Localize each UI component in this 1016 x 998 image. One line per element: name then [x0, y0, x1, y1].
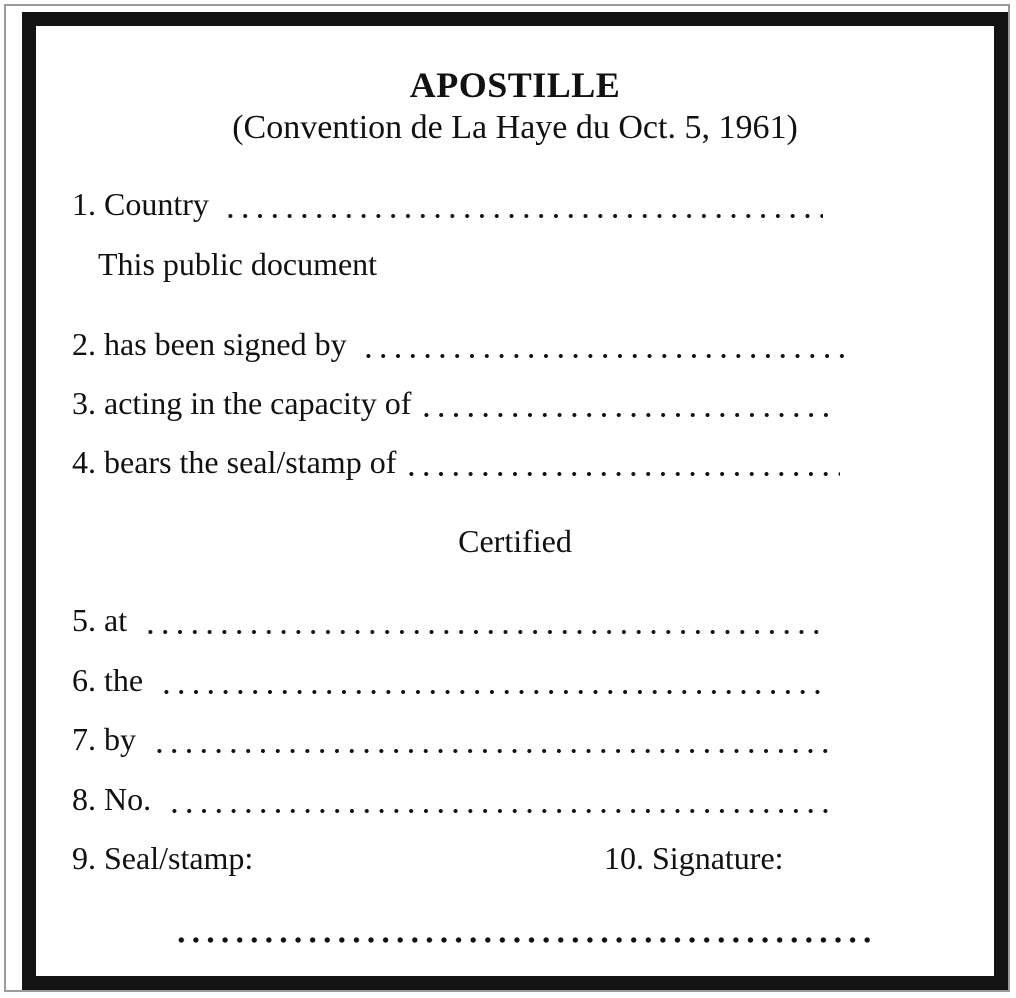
form-title: APOSTILLE — [409, 65, 621, 105]
at-dotted-field — [143, 629, 825, 635]
number-line — [72, 781, 833, 821]
seal-stamp-label: 9. Seal/stamp: — [72, 840, 254, 876]
country-label: 1. Country — [72, 186, 209, 222]
by-line — [72, 721, 834, 761]
number-label: 8. No. — [72, 781, 152, 817]
seal-of-line — [72, 444, 840, 484]
seal-of-dotted-field — [404, 471, 840, 477]
country-line — [72, 186, 823, 226]
signature-dotted-field — [174, 936, 874, 944]
apostille-form — [22, 12, 1008, 990]
at-line — [72, 602, 825, 642]
capacity-dotted-field — [419, 412, 835, 418]
signed-by-line — [72, 326, 849, 366]
by-label: 7. by — [72, 721, 136, 757]
the-line — [72, 662, 825, 702]
number-dotted-field — [167, 808, 833, 814]
seal-of-label: 4. bears the seal/stamp of — [72, 444, 397, 480]
form-subtitle: (Convention de La Haye du Oct. 5, 1961) — [232, 109, 798, 146]
public-document-text: This public document — [98, 246, 378, 282]
the-label: 6. the — [72, 662, 144, 698]
certified-heading: Certified — [458, 523, 572, 559]
signed-by-dotted-field — [361, 353, 849, 359]
at-label: 5. at — [72, 602, 128, 638]
country-dotted-field — [223, 213, 823, 219]
the-dotted-field — [159, 689, 825, 695]
signed-by-label: 2. has been signed by — [72, 326, 347, 362]
by-dotted-field — [152, 748, 834, 754]
signature-label: 10. Signature: — [604, 840, 784, 876]
capacity-line — [72, 385, 835, 425]
capacity-label: 3. acting in the capacity of — [72, 385, 412, 421]
